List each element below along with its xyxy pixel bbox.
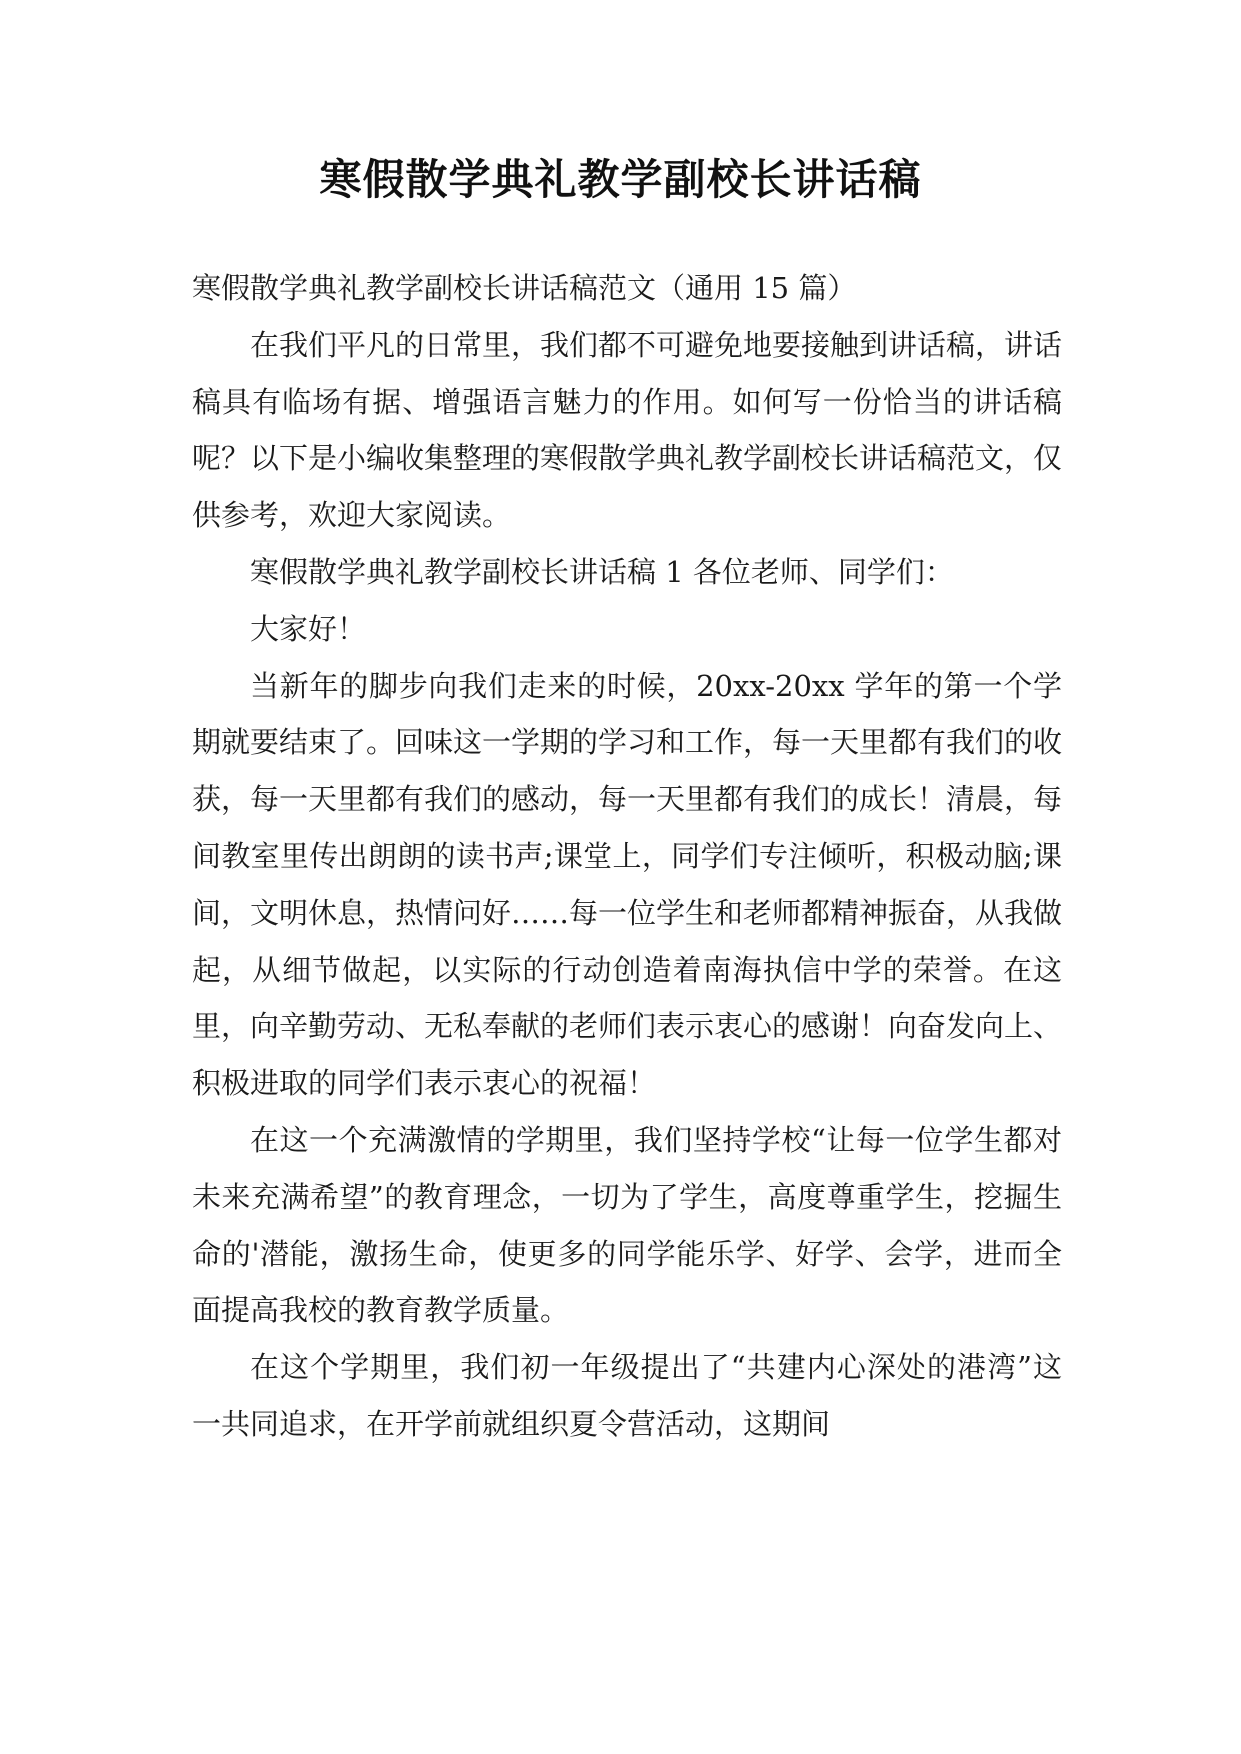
- paragraph-body-1: 当新年的脚步向我们走来的时候，20xx-20xx 学年的第一个学期就要结束了。回味这一学期的学习和工作，每一天里都有我们的收获，每一天里都有我们的感动，每一天里都有我们的成长！清晨，每间教室里传出朗朗的读书声;课堂上，同学们专注倾听，积极动脑;课间，文明休息，热情问好……每一位学生和老师都精神振奋，从我做起，从细节做起，以实际的行动创造着南海执信中学的荣誉。在这里，向辛勤劳动、无私奉献的老师们表示衷心的感谢！向奋发向上、积极进取的同学们表示衷心的祝福！: [192, 668, 1063, 1101]
- paragraph-speech-heading: 寒假散学典礼教学副校长讲话稿 1 各位老师、同学们：: [250, 554, 954, 589]
- paragraph-body-2: 在这一个充满激情的学期里，我们坚持学校“让每一位学生都对未来充满希望”的教育理念，一切为了学生，高度尊重学生，挖掘生命的'潜能，激扬生命，使更多的同学能乐学、好学、会学，进而全面提高我校的教育教学质量。: [192, 1122, 1062, 1328]
- paragraph-body-3: 在这个学期里，我们初一年级提出了“共建内心深处的港湾”这一共同追求，在开学前就组织夏令营活动，这期间: [192, 1350, 1062, 1441]
- paragraph-intro: 在我们平凡的日常里，我们都不可避免地要接触到讲话稿，讲话稿具有临场有据、增强语言魅力的作用。如何写一份恰当的讲话稿呢？以下是小编收集整理的寒假散学典礼教学副校长讲话稿范文，仅供参考，欢迎大家阅读。: [192, 327, 1063, 533]
- paragraph-greeting: 大家好！: [250, 611, 367, 646]
- document-title: 寒假散学典礼教学副校长讲话稿: [319, 155, 922, 204]
- document-body: [192, 260, 1062, 1453]
- document-subtitle: 寒假散学典礼教学副校长讲话稿范文（通用 15 篇）: [192, 271, 857, 305]
